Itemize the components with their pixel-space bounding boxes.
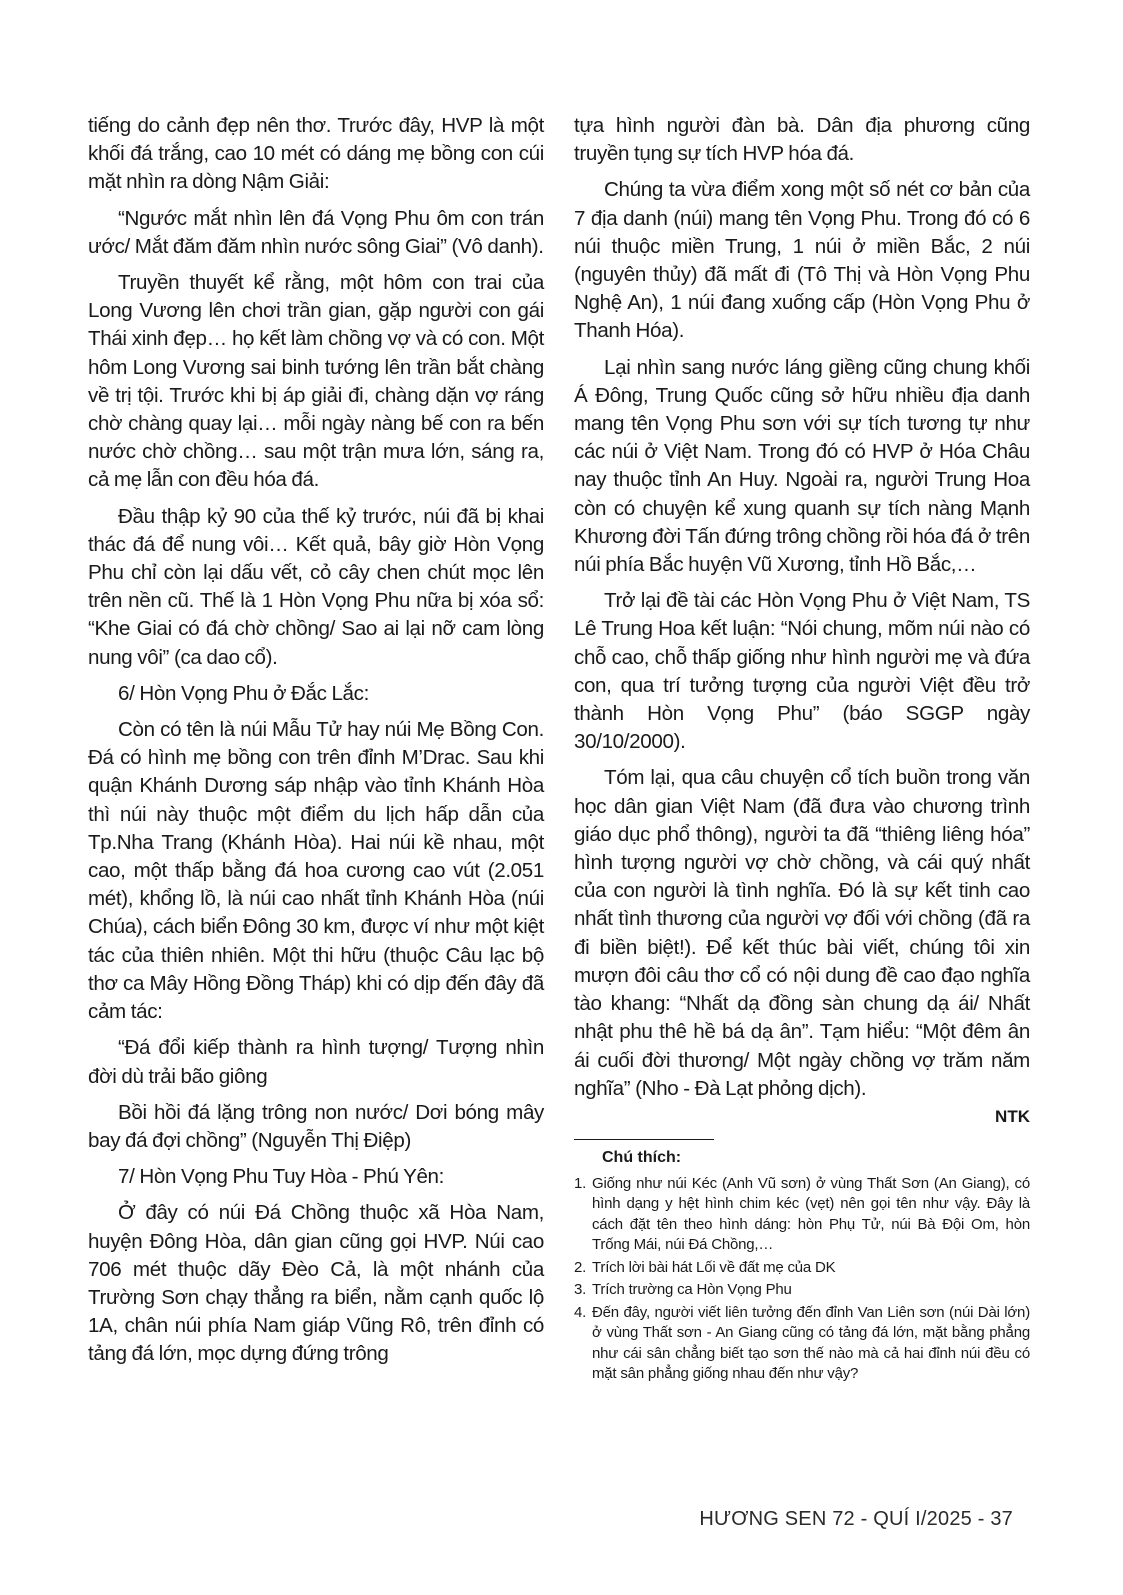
- section-heading: 6/ Hòn Vọng Phu ở Đắc Lắc:: [118, 681, 369, 705]
- footnote-number: 4.: [574, 1303, 587, 1321]
- paragraph: Lại nhìn sang nước láng giềng cũng chung khối Á Đông, Trung Quốc cũng sở hữu nhiều địa danh mang tên Vọng Phu sơn với sự tích tương tự như các núi ở Việt Nam. Trong đó có HVP ở Hóa Châu nay thuộc tỉnh An Huy. Ngoài ra, người Trung Hoa còn có chuyện kể xung quanh sự tích nàng Mạnh Khương đời Tấn đứng trông chồng rồi hóa đá ở trên núi phía Bắc huyện Vũ Xương, tỉnh Hồ Bắc,…: [574, 355, 1030, 577]
- paragraph: Chúng ta vừa điểm xong một số nét cơ bản của 7 địa danh (núi) mang tên Vọng Phu. Trong đó có 6 núi thuộc miền Trung, 1 núi ở miền Bắc, 2 núi (nguyên thủy) đã mất đi (Tô Thị và Hòn Vọng Phu Nghệ An), 1 núi đang xuống cấp (Hòn Vọng Phu ở Thanh Hóa).: [574, 178, 1030, 343]
- paragraph: Còn có tên là núi Mẫu Tử hay núi Mẹ Bồng Con. Đá có hình mẹ bồng con trên đỉnh M’Drac. Sau khi quận Khánh Dương sáp nhập vào tỉnh Khánh Hòa thì núi này thuộc một điểm du lịch hấp dẫn của Tp.Nha Trang (Khánh Hòa). Hai núi kề nhau, một cao, một thấp bằng đá hoa cương cao vút (2.051 mét), khổng lồ, là núi cao nhất tỉnh Khánh Hòa (núi Chúa), cách biển Đông 30 km, được ví như một kiệt tác của thiên nhiên. Một thi hữu (thuộc Câu lạc bộ thơ ca Mây Hồng Đồng Tháp) khi có dịp đến đây đã cảm tác:: [88, 718, 544, 1024]
- paragraph: Đầu thập kỷ 90 của thế kỷ trước, núi đã bị khai thác đá để nung vôi… Kết quả, bây giờ Hòn Vọng Phu chỉ còn lại dấu vết, cỏ cây chen chút mọc lên trên nền cũ. Thế là 1 Hòn Vọng Phu nữa bị xóa sổ: “Khe Giai có đá chờ chồng/ Sao ai lại nỡ cam lòng nung vôi” (ca dao cổ).: [88, 504, 544, 669]
- page-footer: HƯƠNG SEN 72 - QUÍ I/2025 - 37: [699, 1508, 1013, 1530]
- section-heading: 7/ Hòn Vọng Phu Tuy Hòa - Phú Yên:: [118, 1165, 445, 1189]
- paragraph: tựa hình người đàn bà. Dân địa phương cũng truyền tụng sự tích HVP hóa đá.: [574, 114, 1030, 166]
- footnote-text: Trích lời bài hát Lối về đất mẹ của DK: [592, 1258, 836, 1276]
- poem-line: Bồi hồi đá lặng trông non nước/ Dơi bóng mây bay đá đợi chồng” (Nguyễn Thị Điệp): [88, 1100, 544, 1152]
- footnote-item: [574, 1258, 1030, 1279]
- paragraph: tiếng do cảnh đẹp nên thơ. Trước đây, HVP là một khối đá trắng, cao 10 mét có dáng mẹ bồng con cúi mặt nhìn ra dòng Nậm Giải:: [88, 114, 544, 194]
- footnote-text: Đến đây, người viết liên tưởng đến đỉnh Van Liên sơn (núi Dài lớn) ở vùng Thất sơn - An Giang cũng có tảng đá lớn, mặt bằng phẳng như cái sân chẳng biết tạo sơn thế nào mà cả hai đỉnh núi đều có mặt sân phẳng giống nhau đến như vậy?: [592, 1303, 1030, 1383]
- footnote-number: 3.: [574, 1281, 587, 1299]
- footnote-divider: [574, 1139, 714, 1140]
- footnote-text: Giống như núi Kéc (Anh Vũ sơn) ở vùng Thất Sơn (An Giang), có hình dạng y hệt hình chim kéc (vẹt) nên gọi tên như vậy. Đây là cách đặt tên theo hình dáng: hòn Phụ Tử, núi Bà Đội Om, hòn Trống Mái, núi Đá Chồng,…: [592, 1174, 1030, 1254]
- paragraph: Tóm lại, qua câu chuyện cổ tích buồn trong văn học dân gian Việt Nam (đã đưa vào chương trình giáo dục phổ thông), người ta đã “thiêng liêng hóa” hình tượng người vợ chờ chồng, và cái quý nhất của con người là tình nghĩa. Đó là sự kết tinh cao nhất tình thương của người vợ đối với chồng (đã ra đi biền biệt!). Để kết thúc bài viết, chúng tôi xin mượn đôi câu thơ cổ có nội dung đề cao đạo nghĩa tào khang: “Nhất dạ đồng sàn chung dạ ái/ Nhất nhật phu thê hề bá dạ ân”. Tạm hiểu: “Một đêm ân ái cuối đời thương/ Một ngày chồng vợ trăm năm nghĩa” (Nho - Đà Lạt phỏng dịch).: [574, 766, 1030, 1100]
- footnotes-title: Chú thích:: [602, 1148, 682, 1166]
- left-column: [88, 112, 544, 1369]
- poem-line: “Đá đổi kiếp thành ra hình tượng/ Tượng nhìn đời dù trải bão giông: [88, 1036, 544, 1088]
- paragraph: Trở lại đề tài các Hòn Vọng Phu ở Việt Nam, TS Lê Trung Hoa kết luận: “Nói chung, mõm núi nào có chỗ cao, chỗ thấp giống như hình người mẹ và đứa con, qua trí tưởng tượng của người Việt đều trở thành Hòn Vọng Phu” (báo SGGP ngày 30/10/2000).: [574, 589, 1030, 754]
- paragraph: Ở đây có núi Đá Chồng thuộc xã Hòa Nam, huyện Đông Hòa, dân gian cũng gọi HVP. Núi cao 706 mét thuộc dãy Đèo Cả, là một nhánh của Trường Sơn chạy thẳng ra biển, nằm cạnh quốc lộ 1A, chân núi phía Nam giáp Vũng Rô, trên đỉnh có tảng đá lớn, mọc dựng đứng trông: [88, 1201, 544, 1366]
- footnote-item: [574, 1174, 1030, 1256]
- right-column: [574, 112, 1030, 1385]
- paragraph: “Ngước mắt nhìn lên đá Vọng Phu ôm con trán ước/ Mắt đăm đăm nhìn nước sông Giai” (Vô danh).: [88, 206, 544, 258]
- footnote-item: [574, 1303, 1030, 1385]
- footnote-number: 2.: [574, 1258, 587, 1276]
- footnote-text: Trích trường ca Hòn Vọng Phu: [592, 1281, 792, 1299]
- footnote-item: [574, 1280, 1030, 1301]
- author-signature: NTK: [995, 1106, 1030, 1126]
- paragraph: Truyền thuyết kể rằng, một hôm con trai của Long Vương lên chơi trần gian, gặp người con gái Thái xinh đẹp… họ kết làm chồng vợ và có con. Một hôm Long Vương sai binh tướng lên trần bắt chàng về trị tội. Trước khi bị áp giải đi, chàng dặn vợ ráng chờ chàng quay lại… mỗi ngày nàng bế con ra bến nước chờ chồng… sau một trận mưa lớn, sáng ra, cả mẹ lẫn con đều hóa đá.: [88, 271, 544, 492]
- footnotes-list: [574, 1174, 1030, 1385]
- footnote-number: 1.: [574, 1174, 587, 1192]
